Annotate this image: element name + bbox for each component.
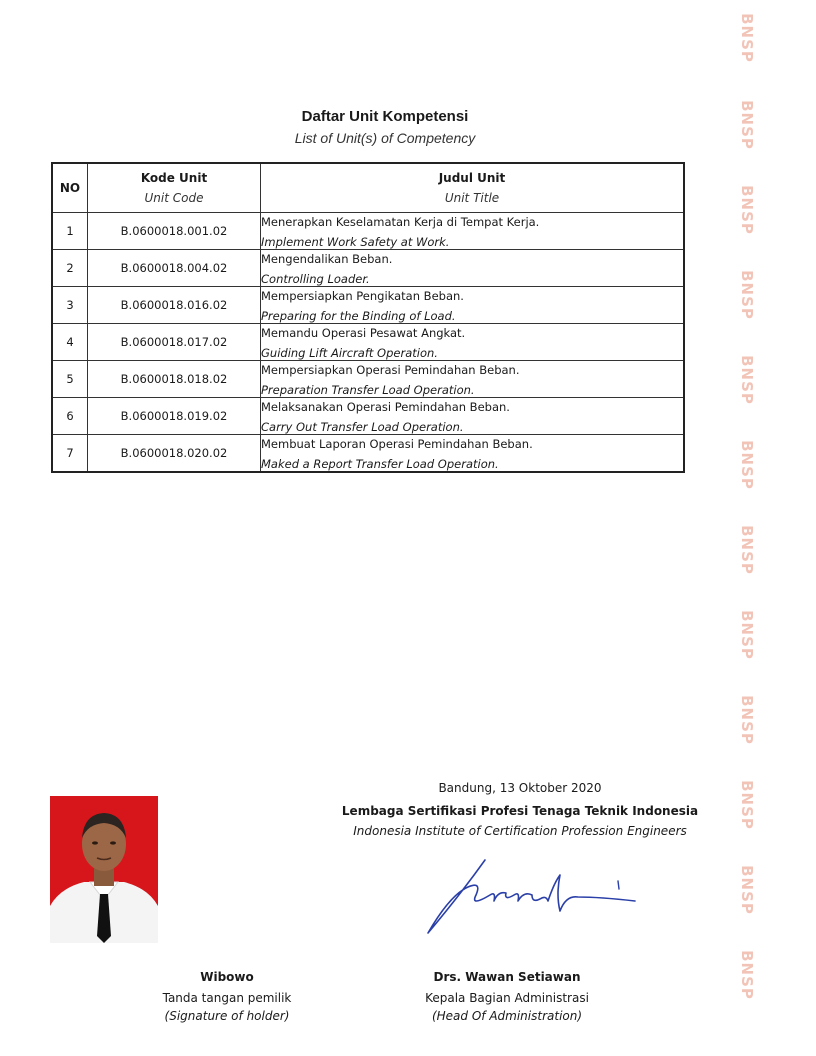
header-title [261,163,685,213]
holder-signature-label-en: (Signature of holder) [164,1009,290,1023]
table-row [52,213,684,250]
row-no: 7 [52,435,88,473]
competency-table [51,162,685,473]
row-code: B.0600018.017.02 [88,324,261,361]
header-code-en: Unit Code [144,191,204,205]
row-code: B.0600018.004.02 [88,250,261,287]
table-row [52,361,684,398]
row-no: 6 [52,398,88,435]
row-title-en: Maked a Report Transfer Load Operation. [261,456,499,471]
row-title [261,287,685,324]
header-title-en: Unit Title [444,191,500,205]
row-title-en: Guiding Lift Aircraft Operation. [261,345,438,360]
watermark-text: BNSP [738,525,757,575]
header-code-id: Kode Unit [140,171,208,185]
row-title-id: Memandu Operasi Pesawat Angkat. [261,325,466,340]
place-date: Bandung, 13 Oktober 2020 [438,781,602,795]
holder-name: Wibowo [200,970,254,984]
row-title [261,398,685,435]
holder-photo [50,796,158,943]
table-header-row [52,163,684,213]
row-title-en: Controlling Loader. [261,271,370,286]
row-title-en: Carry Out Transfer Load Operation. [261,419,464,434]
official-name: Drs. Wawan Setiawan [433,970,581,984]
official-position-en: (Head Of Administration) [431,1009,583,1023]
row-title-id: Mempersiapkan Pengikatan Beban. [261,288,464,303]
official-position: Kepala Bagian Administrasi [425,991,589,1005]
table-row [52,435,684,473]
holder-signature-label: Tanda tangan pemilik [162,991,292,1005]
row-code: B.0600018.016.02 [88,287,261,324]
table-row [52,287,684,324]
row-code: B.0600018.001.02 [88,213,261,250]
row-title-id: Melaksanakan Operasi Pemindahan Beban. [261,399,510,414]
watermark-text: BNSP [738,270,757,320]
official-signature [420,855,650,940]
row-title-id: Menerapkan Keselamatan Kerja di Tempat Kerja. [261,214,540,229]
row-title-id: Mempersiapkan Operasi Pemindahan Beban. [261,362,520,377]
watermark-text: BNSP [738,865,757,915]
row-title [261,361,685,398]
row-code: B.0600018.018.02 [88,361,261,398]
watermark-text: BNSP [738,185,757,235]
row-title-en: Implement Work Safety at Work. [261,234,450,249]
portrait-image [50,796,158,943]
institution-name: Lembaga Sertifikasi Profesi Tenaga Teknik Indonesia [341,804,699,818]
table-row [52,324,684,361]
row-no: 5 [52,361,88,398]
header-title-id: Judul Unit [438,171,506,185]
watermark-text: BNSP [738,440,757,490]
watermark-strip [732,0,762,1056]
row-no: 2 [52,250,88,287]
row-title [261,435,685,473]
watermark-text: BNSP [738,950,757,1000]
table-row [52,398,684,435]
row-title-id: Mengendalikan Beban. [261,251,393,266]
table-row [52,250,684,287]
row-title-en: Preparing for the Binding of Load. [261,308,456,323]
watermark-text: BNSP [738,695,757,745]
row-title-id: Membuat Laporan Operasi Pemindahan Beban. [261,436,533,451]
row-title [261,213,685,250]
row-title [261,250,685,287]
row-title-en: Preparation Transfer Load Operation. [261,382,475,397]
watermark-text: BNSP [738,100,757,150]
header-no: NO [52,163,88,213]
watermark-text: BNSP [738,13,757,63]
row-code: B.0600018.020.02 [88,435,261,473]
document-subtitle: List of Unit(s) of Competency [294,130,476,146]
watermark-text: BNSP [738,780,757,830]
row-no: 4 [52,324,88,361]
header-code [88,163,261,213]
watermark-text: BNSP [738,355,757,405]
row-no: 1 [52,213,88,250]
document-title: Daftar Unit Kompetensi [301,108,469,125]
row-no: 3 [52,287,88,324]
watermark-text: BNSP [738,610,757,660]
row-title [261,324,685,361]
institution-name-en: Indonesia Institute of Certification Profession Engineers [353,824,687,838]
row-code: B.0600018.019.02 [88,398,261,435]
